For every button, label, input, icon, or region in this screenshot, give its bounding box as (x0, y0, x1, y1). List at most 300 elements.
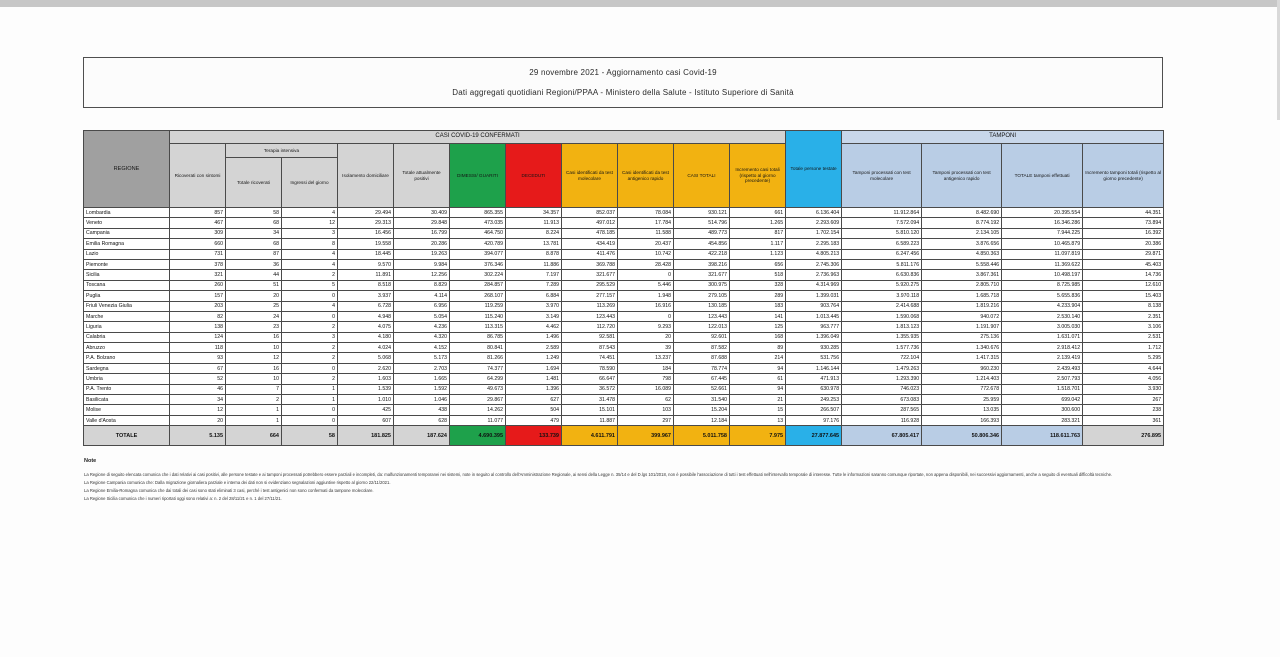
table-cell: 4 (282, 301, 338, 311)
table-cell: 81.266 (450, 353, 506, 363)
table-cell: 4.805.213 (786, 249, 842, 259)
table-cell: 6.589.223 (842, 239, 922, 249)
table-cell: 168 (730, 332, 786, 342)
table-cell: 28.428 (618, 259, 674, 269)
table-cell: 74.377 (450, 363, 506, 373)
table-cell: 478.185 (562, 228, 618, 238)
table-cell: 1.293.390 (842, 374, 922, 384)
table-cell: 133.739 (506, 426, 562, 446)
table-cell: 2 (282, 374, 338, 384)
table-cell: 29.848 (394, 218, 450, 228)
table-cell: 64.299 (450, 374, 506, 384)
region-name: P.A. Trento (84, 384, 170, 394)
table-cell: 3.970 (506, 301, 562, 311)
table-cell: 36.572 (562, 384, 618, 394)
region-name: Piemonte (84, 259, 170, 269)
table-cell: 80.841 (450, 343, 506, 353)
table-cell: 289 (730, 291, 786, 301)
region-name: Valle d'Aosta (84, 415, 170, 425)
table-cell: 12 (226, 353, 282, 363)
table-cell: 1.399.031 (786, 291, 842, 301)
table-cell: 187.624 (394, 426, 450, 446)
table-cell: 3.005.030 (1002, 322, 1083, 332)
table-cell: 124 (170, 332, 226, 342)
header-tamponi-totale: TOTALE tamponi effettuati (1002, 144, 1083, 208)
table-cell: 8.774.192 (922, 218, 1002, 228)
region-name: Friuli Venezia Giulia (84, 301, 170, 311)
table-cell: 5.173 (394, 353, 450, 363)
table-cell: 87.543 (562, 343, 618, 353)
table-cell: 20.286 (394, 239, 450, 249)
table-cell: 103 (618, 405, 674, 415)
report-subtitle: Dati aggregati quotidiani Regioni/PPAA - Ministero della Salute - Istituto Superiore di Sanità (452, 87, 794, 97)
table-cell: 7.197 (506, 270, 562, 280)
table-cell: 4.114 (394, 291, 450, 301)
table-cell: 94 (730, 363, 786, 373)
table-row (84, 363, 1164, 373)
table-cell: 11.588 (618, 228, 674, 238)
table-cell: 23 (226, 322, 282, 332)
table-cell: 1 (226, 415, 282, 425)
table-cell: 798 (618, 374, 674, 384)
table-cell: 5.655.836 (1002, 291, 1083, 301)
table-cell: 284.857 (450, 280, 506, 290)
table-cell: 34 (226, 228, 282, 238)
table-row (84, 405, 1164, 415)
table-row (84, 374, 1164, 384)
table-cell: 11.077 (450, 415, 506, 425)
table-cell: 78.084 (618, 208, 674, 218)
header-casi-totali: CASI TOTALI (674, 144, 730, 208)
table-cell: 130.185 (674, 301, 730, 311)
table-cell: 852.037 (562, 208, 618, 218)
table-cell: 13.237 (618, 353, 674, 363)
table-cell: 14.736 (1083, 270, 1164, 280)
table-cell: 62 (618, 395, 674, 405)
table-cell: 361 (1083, 415, 1164, 425)
region-name: Lombardia (84, 208, 170, 218)
table-cell: 1.013.445 (786, 311, 842, 321)
table-cell: 1.694 (506, 363, 562, 373)
table-cell: 16.916 (618, 301, 674, 311)
table-cell: 52.661 (674, 384, 730, 394)
table-cell: 2.805.710 (922, 280, 1002, 290)
table-cell: 13.035 (922, 405, 1002, 415)
table-cell: 183 (730, 301, 786, 311)
table-cell: 112.720 (562, 322, 618, 332)
table-cell: 67.805.417 (842, 426, 922, 446)
table-cell: 531.756 (786, 353, 842, 363)
table-cell: 29.867 (450, 395, 506, 405)
table-cell: 16 (226, 332, 282, 342)
header-positivi: Totale attualmente positivi (394, 144, 450, 208)
table-cell: 11.891 (338, 270, 394, 280)
region-name: Puglia (84, 291, 170, 301)
table-row (84, 270, 1164, 280)
table-cell: 5.920.275 (842, 280, 922, 290)
table-cell: 1 (282, 395, 338, 405)
table-cell: 74.451 (562, 353, 618, 363)
table-row (84, 322, 1164, 332)
table-cell: 5.558.446 (922, 259, 1002, 269)
table-cell: 20.386 (1083, 239, 1164, 249)
table-cell: 113.315 (450, 322, 506, 332)
table-cell: 504 (506, 405, 562, 415)
table-cell: 4.236 (394, 322, 450, 332)
table-cell: 1.479.263 (842, 363, 922, 373)
table-cell: 30.409 (394, 208, 450, 218)
table-cell: 11.886 (506, 259, 562, 269)
table-cell: 89 (730, 343, 786, 353)
table-cell: 0 (282, 291, 338, 301)
table-cell: 321.677 (674, 270, 730, 280)
table-cell: 20 (226, 291, 282, 301)
table-cell: 4.314.969 (786, 280, 842, 290)
table-row (84, 415, 1164, 425)
table-cell: 309 (170, 228, 226, 238)
table-cell: 497.012 (562, 218, 618, 228)
table-cell: 214 (730, 353, 786, 363)
region-name: Liguria (84, 322, 170, 332)
table-cell: 454.856 (674, 239, 730, 249)
table-cell: 27.877.645 (786, 426, 842, 446)
table-cell: 422.218 (674, 249, 730, 259)
table-cell: 11.913 (506, 218, 562, 228)
table-cell: 82 (170, 311, 226, 321)
table-cell: 4.233.904 (1002, 301, 1083, 311)
header-isolamento: Isolamento domiciliare (338, 144, 394, 208)
table-cell: 8.829 (394, 280, 450, 290)
table-cell: 8 (282, 239, 338, 249)
table-cell: 903.764 (786, 301, 842, 311)
table-cell: 20 (618, 332, 674, 342)
region-name: Campania (84, 228, 170, 238)
table-cell: 6.956 (394, 301, 450, 311)
table-cell: 10.465.879 (1002, 239, 1083, 249)
table-cell: 10.498.197 (1002, 270, 1083, 280)
table-cell: 58 (226, 208, 282, 218)
region-name: Veneto (84, 218, 170, 228)
table-cell: 369.788 (562, 259, 618, 269)
notes-heading: Note (84, 458, 97, 464)
table-cell: 321 (170, 270, 226, 280)
table-cell: 7.289 (506, 280, 562, 290)
table-cell: 4.644 (1083, 363, 1164, 373)
table-cell: 699.042 (1002, 395, 1083, 405)
table-row (84, 353, 1164, 363)
table-cell: 5 (282, 280, 338, 290)
table-cell: 2 (226, 395, 282, 405)
table-cell: 115.240 (450, 311, 506, 321)
table-cell: 123.443 (562, 311, 618, 321)
table-cell: 1.712 (1083, 343, 1164, 353)
table-cell: 376.346 (450, 259, 506, 269)
notes-section (84, 458, 1164, 503)
report-date-title: 29 novembre 2021 - Aggiornamento casi Covid-19 (529, 68, 717, 78)
table-cell: 1.577.736 (842, 343, 922, 353)
table-cell: 464.750 (450, 228, 506, 238)
table-cell: 11.912.864 (842, 208, 922, 218)
table-cell: 411.476 (562, 249, 618, 259)
table-cell: 12 (170, 405, 226, 415)
header-incremento-tamponi: Incremento tamponi totali (rispetto al giorno precedente) (1083, 144, 1164, 208)
table-cell: 1.249 (506, 353, 562, 363)
header-ricoverati: Ricoverati con sintomi (170, 144, 226, 208)
table-cell: 20 (170, 415, 226, 425)
table-cell: 29.313 (338, 218, 394, 228)
header-persone-testate: Totale persone testate (786, 131, 842, 208)
table-cell: 1.631.071 (1002, 332, 1083, 342)
table-cell: 473.035 (450, 218, 506, 228)
table-row (84, 311, 1164, 321)
table-cell: 673.083 (842, 395, 922, 405)
table-cell: 3 (282, 228, 338, 238)
table-cell: 3 (282, 332, 338, 342)
table-cell: 0 (282, 405, 338, 415)
header-regione: REGIONE (84, 131, 170, 208)
header-band-casi-confermati: CASI COVID-19 CONFERMATI (170, 131, 786, 144)
header-dimessi-guariti: DIMESSI/ GUARITI (450, 144, 506, 208)
table-cell: 5.054 (394, 311, 450, 321)
table-cell: 1.355.935 (842, 332, 922, 342)
table-cell: 378 (170, 259, 226, 269)
table-cell: 300.600 (1002, 405, 1083, 415)
table-cell: 3.106 (1083, 322, 1164, 332)
table-cell: 1.518.701 (1002, 384, 1083, 394)
table-row (84, 384, 1164, 394)
note-item: La Regione di seguito elencata comunica che i dati relativi ai casi positivi, alle persone testate e ai tamponi processati potrebbero essere parziali e incompleti, da: malfunzionamenti temporanei nei sistemi, note in seguito al controllo dell'Amministrazione Regionale, ai sensi della Legge n. 35/14 e del D.lgs 101/2018, non è possibile l'associazione di tutti i test effettuati nell'intervallo temporale di interesse. Tutte le informazioni saranno comunque riportate, non appena disponibili, nei successivi aggiornamenti, anche a seguito di eventuali difficoltà tecniche. (84, 472, 1113, 477)
table-cell: 2 (282, 343, 338, 353)
table-cell: 4.850.363 (922, 249, 1002, 259)
table-cell: 21 (730, 395, 786, 405)
header-ti-totale: Totale ricoverati (226, 158, 282, 208)
table-cell: 67 (170, 363, 226, 373)
table-row (84, 218, 1164, 228)
table-cell: 5.446 (618, 280, 674, 290)
table-cell: 1.603 (338, 374, 394, 384)
table-cell: 8.725.985 (1002, 280, 1083, 290)
table-cell: 1.214.403 (922, 374, 1002, 384)
table-cell: 471.913 (786, 374, 842, 384)
table-cell: 277.157 (562, 291, 618, 301)
table-cell: 249.253 (786, 395, 842, 405)
table-cell: 2.736.963 (786, 270, 842, 280)
table-cell: 479 (506, 415, 562, 425)
table-cell: 1.665 (394, 374, 450, 384)
table-cell: 78.590 (562, 363, 618, 373)
table-cell: 125 (730, 322, 786, 332)
table-cell: 5.011.758 (674, 426, 730, 446)
table-cell: 4.152 (394, 343, 450, 353)
table-cell: 817 (730, 228, 786, 238)
table-cell: 425 (338, 405, 394, 415)
table-cell: 607 (338, 415, 394, 425)
table-cell: 1.340.676 (922, 343, 1002, 353)
table-cell: 10.742 (618, 249, 674, 259)
table-cell: 2.589 (506, 343, 562, 353)
table-cell: 7.572.094 (842, 218, 922, 228)
table-cell: 68 (226, 239, 282, 249)
table-cell: 7 (226, 384, 282, 394)
table-cell: 260 (170, 280, 226, 290)
table-cell: 3.867.361 (922, 270, 1002, 280)
table-cell: 118.611.763 (1002, 426, 1083, 446)
table-cell: 78.774 (674, 363, 730, 373)
table-cell: 4 (282, 249, 338, 259)
table-cell: 2 (282, 322, 338, 332)
table-cell: 4 (282, 259, 338, 269)
region-name: Sicilia (84, 270, 170, 280)
header-ti-ingressi: Ingressi del giorno (282, 158, 338, 208)
table-cell: 34.357 (506, 208, 562, 218)
header-casi-molecolare: Casi identificati da test molecolare (562, 144, 618, 208)
table-body (84, 208, 1164, 446)
table-cell: 15 (730, 405, 786, 415)
table-cell: 279.105 (674, 291, 730, 301)
region-name: Basilicata (84, 395, 170, 405)
table-cell: 87.688 (674, 353, 730, 363)
table-cell: 1.117 (730, 239, 786, 249)
covid-data-table (83, 130, 1164, 446)
table-cell: 73.894 (1083, 218, 1164, 228)
table-cell: 5.135 (170, 426, 226, 446)
table-cell: 4.075 (338, 322, 394, 332)
table-cell: 5.810.120 (842, 228, 922, 238)
table-cell: 3.937 (338, 291, 394, 301)
table-row (84, 395, 1164, 405)
table-cell: 0 (618, 270, 674, 280)
table-row (84, 343, 1164, 353)
table-cell: 4.320 (394, 332, 450, 342)
table-cell: 25 (226, 301, 282, 311)
table-cell: 283.321 (1002, 415, 1083, 425)
table-cell: 2.620 (338, 363, 394, 373)
table-cell: 14.262 (450, 405, 506, 415)
table-cell: 518 (730, 270, 786, 280)
table-cell: 2 (282, 353, 338, 363)
table-cell: 122.013 (674, 322, 730, 332)
table-cell: 276.895 (1083, 426, 1164, 446)
table-cell: 772.678 (922, 384, 1002, 394)
header-tamponi-molecolare: Tamponi processati con test molecolare (842, 144, 922, 208)
region-name: Calabria (84, 332, 170, 342)
region-name: P.A. Bolzano (84, 353, 170, 363)
table-cell: 3.970.118 (842, 291, 922, 301)
table-cell: 1.191.907 (922, 322, 1002, 332)
table-cell: 1.496 (506, 332, 562, 342)
table-cell: 8.518 (338, 280, 394, 290)
table-cell: 9.570 (338, 259, 394, 269)
table-cell: 394.077 (450, 249, 506, 259)
table-cell: 6.884 (506, 291, 562, 301)
table-cell: 857 (170, 208, 226, 218)
table-cell: 1.046 (394, 395, 450, 405)
table-cell: 166.393 (922, 415, 1002, 425)
table-cell: 321.677 (562, 270, 618, 280)
table-cell: 16.456 (338, 228, 394, 238)
table-cell: 940.072 (922, 311, 1002, 321)
table-cell: 87.582 (674, 343, 730, 353)
table-cell: 2.414.688 (842, 301, 922, 311)
region-name: Molise (84, 405, 170, 415)
table-cell: 4 (282, 208, 338, 218)
table-cell: 203 (170, 301, 226, 311)
table-cell: 1.813.123 (842, 322, 922, 332)
header-terapia-intensiva: Terapia intensiva (226, 144, 338, 158)
table-cell: 123.443 (674, 311, 730, 321)
table-cell: 116.928 (842, 415, 922, 425)
table-cell: 3.149 (506, 311, 562, 321)
table-cell: 138 (170, 322, 226, 332)
scan-top-edge (0, 0, 1280, 7)
table-cell: 9.984 (394, 259, 450, 269)
table-cell: 722.104 (842, 353, 922, 363)
table-cell: 29.871 (1083, 249, 1164, 259)
title-box (83, 57, 1163, 108)
table-row (84, 291, 1164, 301)
table-cell: 300.975 (674, 280, 730, 290)
table-cell: 87 (226, 249, 282, 259)
table-cell: 4.180 (338, 332, 394, 342)
table-row (84, 249, 1164, 259)
table-cell: 12.184 (674, 415, 730, 425)
table-cell: 434.419 (562, 239, 618, 249)
table-cell: 1 (226, 405, 282, 415)
table-cell: 2 (282, 270, 338, 280)
table-cell: 18.445 (338, 249, 394, 259)
table-cell: 58 (282, 426, 338, 446)
table-cell: 12.610 (1083, 280, 1164, 290)
table-cell: 118 (170, 343, 226, 353)
table-cell: 865.355 (450, 208, 506, 218)
table-cell: 67.445 (674, 374, 730, 384)
header-tamponi-antigenico: Tamponi processati con test antigenico rapido (922, 144, 1002, 208)
table-cell: 39 (618, 343, 674, 353)
table-cell: 467 (170, 218, 226, 228)
table-cell: 731 (170, 249, 226, 259)
table-cell: 24 (226, 311, 282, 321)
table-cell: 5.295 (1083, 353, 1164, 363)
table-cell: 267 (1083, 395, 1164, 405)
table-cell: 0 (618, 311, 674, 321)
table-cell: 238 (1083, 405, 1164, 415)
table-cell: 627 (506, 395, 562, 405)
table-cell: 13.781 (506, 239, 562, 249)
table-cell: 92.601 (674, 332, 730, 342)
table-cell: 0 (282, 311, 338, 321)
table-cell: 438 (394, 405, 450, 415)
table-cell: 11.887 (562, 415, 618, 425)
table-cell: 2.295.183 (786, 239, 842, 249)
table-cell: 1.819.216 (922, 301, 1002, 311)
table-cell: 10 (226, 374, 282, 384)
table-cell: 960.230 (922, 363, 1002, 373)
header-casi-antigenico: Casi identificati da test antigenico rapido (618, 144, 674, 208)
table-cell: 297 (618, 415, 674, 425)
region-name: Toscana (84, 280, 170, 290)
table-cell: 50.806.346 (922, 426, 1002, 446)
table-cell: 514.796 (674, 218, 730, 228)
table-cell: 94 (730, 384, 786, 394)
region-name: Marche (84, 311, 170, 321)
table-cell: 1.592 (394, 384, 450, 394)
table-cell: 6.728 (338, 301, 394, 311)
table-cell: 2.293.609 (786, 218, 842, 228)
table-cell: 1.590.068 (842, 311, 922, 321)
table-cell: 25.959 (922, 395, 1002, 405)
table-cell: 113.269 (562, 301, 618, 311)
table-cell: 19.558 (338, 239, 394, 249)
